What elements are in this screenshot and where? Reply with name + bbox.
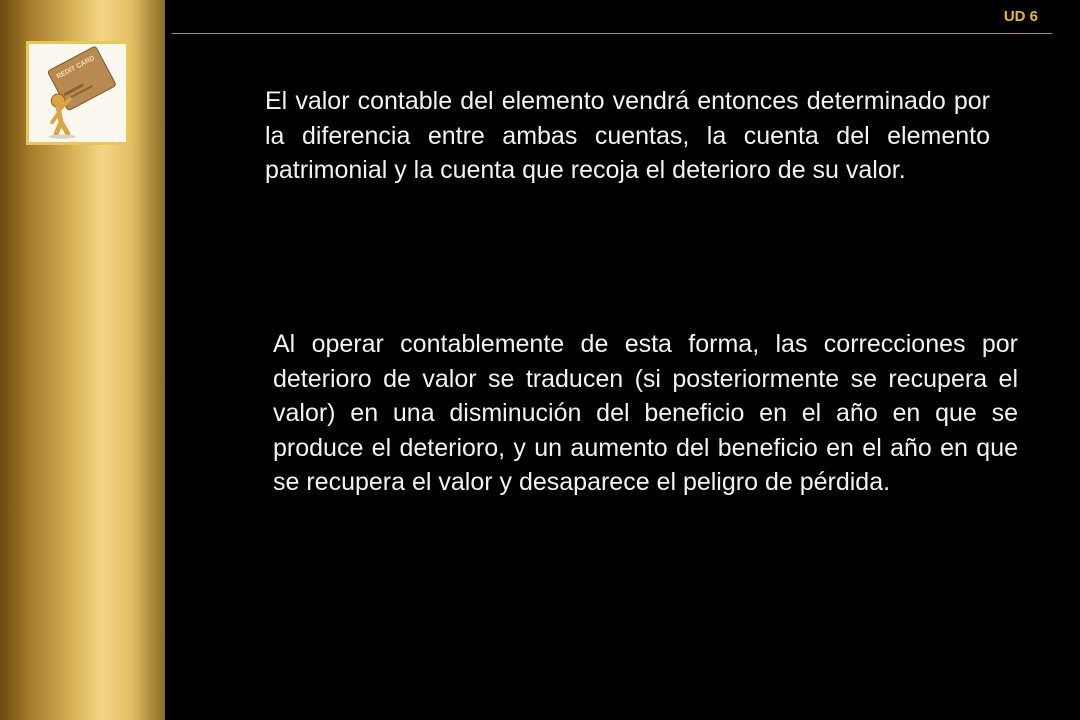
credit-card-logo bbox=[26, 41, 129, 145]
gold-sidebar bbox=[0, 0, 165, 720]
unit-label: UD 6 bbox=[1003, 8, 1038, 25]
person-carrying-card-icon bbox=[29, 44, 126, 142]
paragraph-accounting-value: El valor contable del elemento vendrá entonces determinado por la diferencia entre ambas cuentas, la cuenta del elemento patrimonial y la cuenta que recoja el deterioro de su valor. bbox=[265, 87, 990, 184]
paragraph-impairment-effect: Al operar contablemente de esta forma, las correcciones por deterioro de valor se traducen (si posteriormente se recupera el valor) en una disminución del beneficio en el año en que se produce el deterioro, y un aumento del beneficio en el año en que se recupera el valor y desaparece el peligro de pérdida. bbox=[273, 330, 1018, 496]
card-text: REDIT CARD bbox=[55, 54, 96, 81]
header-divider bbox=[172, 33, 1052, 34]
